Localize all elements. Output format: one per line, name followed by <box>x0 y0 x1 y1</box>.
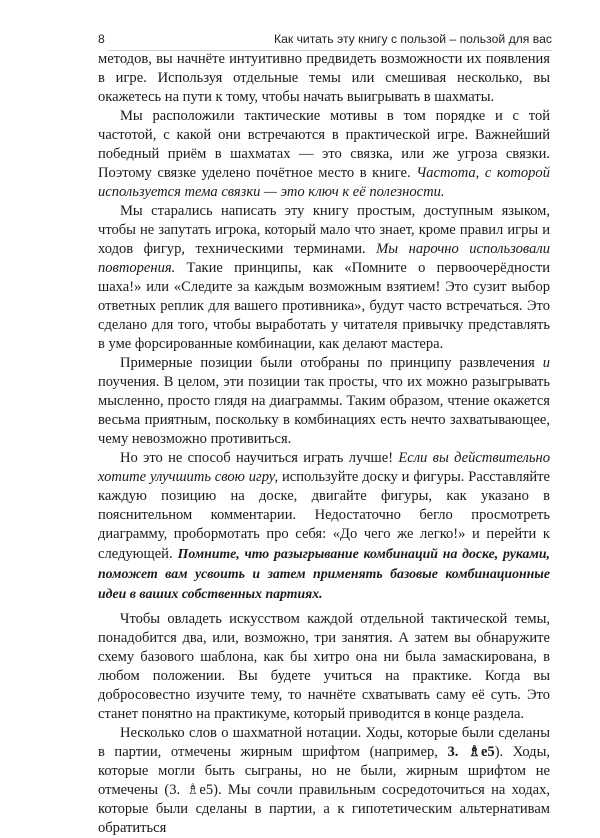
page-number: 8 <box>98 32 105 46</box>
paragraph-2: Мы расположили тактические мотивы в том порядке и с той частотой, с какой они встречаются в практической игре. Важнейший победный приём в шахматах — это связка, или же угроза связки. Поэтому связке уделено почётное место в книге. Частота, с которой используется тема связки — это ключ к её полезности. <box>98 108 550 200</box>
running-title: Как читать эту книгу с пользой – пользой для вас <box>273 32 552 46</box>
paragraph-4: Примерные позиции были отобраны по принципу развлечения и поучения. В целом, эти позиции так просты, что их можно разыгрывать мысленно, просто глядя на диаграммы. Таким образом, чтение окажется весьма приятным, поскольку в комбинациях есть нечто захватывающее, чему невозможно противиться. <box>98 355 550 447</box>
emphasis-practice-on-board: Помните, что разыгрывание комбинаций на доске, руками, поможет вам усвоить и затем применять базовые комбинационные идеи в ваших собственных партиях. <box>98 546 550 601</box>
emphasis-pin-frequency: Частота, с которой используется тема связки — это ключ к её полезности. <box>98 165 550 200</box>
paragraph-5: Но это не способ научиться играть лучше! Если вы действительно хотите улучшить свою игру, используйте доску и фигуры. Расставляйте каждую позицию на доске, двигайте фигуры, как указано в пояснительном комментарии. Недостаточно бегло просмотреть диаграмму, пробормотать про себя: «До чего же легко!» и перейти к следующей. Помните, что разыгрывание комбинаций на доске, руками, поможет вам усвоить и затем применять базовые комбинационные идеи в ваших собственных партиях. <box>98 450 550 601</box>
body-text <box>98 50 550 838</box>
bold-move-example: 3. ♗e5 <box>447 744 495 760</box>
paragraph-7: Несколько слов о шахматной нотации. Ходы, которые были сделаны в партии, отмечены жирным шрифтом (например, 3. ♗e5). Ходы, которые могли быть сыграны, но не были, жирным шрифтом не отмечены (3. ♗e5). Мы сочли правильным сосредоточиться на ходах, которые были сделаны в партии, а к гипотетическим альтернативам обратиться <box>98 725 550 836</box>
emphasis-improve: Если вы действительно хотите улучшить свою игру, <box>98 450 550 485</box>
paragraph-3: Мы старались написать эту книгу простым, доступным языком, чтобы не запутать игрока, который мало что знает, кроме правил игры и ходов фигур, техническими терминами. Мы нарочно использовали повторения. Такие принципы, как «Помните о первоочерёдности шаха!» или «Следите за каждым возможным взятием! Это сузит выбор ответных реплик для вашего противника», будут часто встречаться. Это сделано для того, чтобы выработать у читателя привычку представлять в уме форсированные комбинации, как делают мастера. <box>98 203 550 352</box>
running-header <box>98 32 552 52</box>
paragraph-6: Чтобы овладеть искусством каждой отдельной тактической темы, понадобится два, или, возможно, три занятия. А затем вы обнаружите схему базового шаблона, как бы хитро она ни была замаскирована, в любом положении. Вы будете учиться на практике. Когда вы добросовестно изучите тему, то начнёте схватывать саму её суть. Это станет понятно на практикуме, который приводится в конце раздела. <box>98 611 550 722</box>
paragraph-1: методов, вы начнёте интуитивно предвидеть возможности их появления в игре. Используя отдельные темы или смешивая несколько, вы окажетесь на пути к тому, чтобы начать выигрывать в шахматы. <box>98 51 550 105</box>
emphasis-repetition: Мы нарочно использовали повторения. <box>98 241 550 276</box>
